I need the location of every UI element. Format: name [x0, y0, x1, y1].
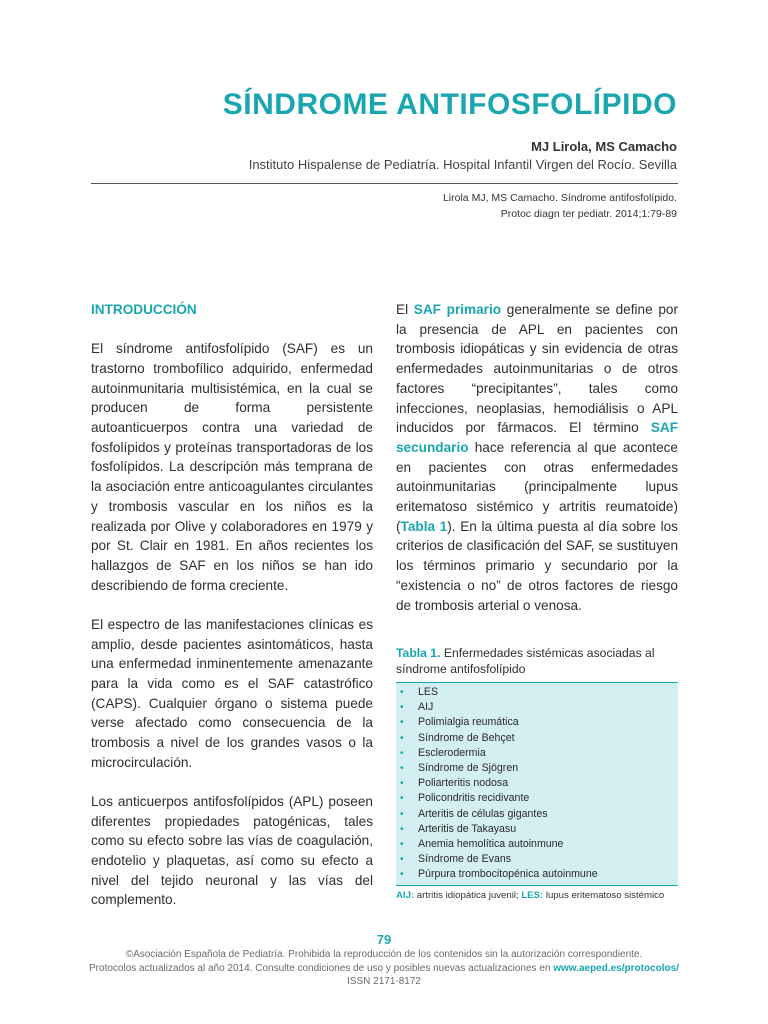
list-item-label: Síndrome de Behçet	[418, 731, 515, 744]
bullet-icon: •	[400, 763, 404, 775]
list-item	[396, 837, 678, 852]
table-caption-text: Enfermedades sistémicas asociadas al síndrome antifosfolípido	[396, 646, 655, 676]
bullet-icon: •	[400, 793, 404, 805]
list-item-label: Púrpura trombocitopénica autoinmune	[418, 868, 598, 881]
list-item	[396, 715, 678, 730]
paragraph-intro-1: El síndrome antifosfolípido (SAF) es un trastorno trombofílico adquirido, enfermedad autoinmunitaria multisistémica, en la cual se producen de forma persistente autoanticuerpos contra una variedad de fosfolípidos y proteínas transportadoras de los fosfolípidos. La descripción más temprana de la asociación entre anticoagulantes circulantes y trombosis vascular en los niños es la realizada por Olive y colaboradores en 1979 y por St. Clair en 1981. En años recientes los hallazgos de SAF en los niños se han ido describiendo de forma creciente.	[91, 341, 373, 593]
page-number: 79	[376, 932, 392, 947]
citation-line-1: Lirola MJ, MS Camacho. Síndrome antifosfolípido.	[442, 192, 677, 204]
paragraph-intro-3: Los anticuerpos antifosfolípidos (APL) poseen diferentes propiedades patogénicas, tales como su efecto sobre las vías de coagulación, endotelio y plaquetas, así como su efecto a nivel del tejido neuronal y las vías del complemento.	[91, 793, 373, 908]
citation-line-2: Protoc diagn ter pediatr. 2014;1:79-89	[500, 208, 677, 220]
list-item	[396, 746, 678, 761]
bullet-icon: •	[400, 854, 404, 866]
table-label: Tabla 1.	[396, 646, 441, 660]
table-reference-link[interactable]: Tabla 1	[400, 518, 448, 534]
text-fragment: El	[396, 302, 414, 317]
list-item	[396, 731, 678, 746]
list-item-label: AIJ	[418, 701, 434, 714]
list-item	[396, 791, 678, 806]
list-item-label: Esclerodermia	[418, 746, 486, 759]
footnote-def: artritis idiopática juvenil;	[414, 889, 522, 901]
list-item	[396, 867, 678, 882]
table-1	[396, 645, 678, 903]
list-item	[396, 700, 678, 715]
term-saf-secundario: SAF secundario	[396, 420, 678, 455]
list-item-label: Polimialgia reumática	[418, 716, 519, 729]
footer-copyright: ©Asociación Española de Pediatría. Prohibida la reproducción de los contenidos sin la autorización correspondiente.	[125, 949, 643, 960]
footnote-abbr: AIJ:	[396, 889, 415, 901]
bullet-icon: •	[400, 732, 404, 744]
table-caption	[396, 645, 678, 677]
list-item	[396, 807, 678, 822]
header-divider	[91, 183, 678, 184]
footer-terms	[0, 962, 768, 976]
text-fragment: generalmente se define por la presencia de APL en pacientes con trombosis idiopáticas y sin evidencia de otras enfermedades autoinmunitarias o de otros factores “precipitantes”, tales como infecciones, neoplasias, hemodiálisis o APL inducidos por fármacos. El término	[396, 302, 678, 436]
section-heading-introduccion: INTRODUCCIÓN	[91, 302, 197, 317]
list-item-label: Policondritis recidivante	[418, 792, 530, 805]
table-body	[396, 682, 678, 886]
footnote-def: lupus eritematoso sistémico	[543, 889, 665, 901]
disease-list	[396, 685, 678, 883]
footnote-abbr: LES:	[521, 889, 544, 901]
paragraph-intro-2: El espectro de las manifestaciones clínicas es amplio, desde pacientes asintomáticos, hasta una enfermedad inminentemente amenazante para la vida como es el SAF catastrófico (CAPS). Cualquier órgano o sistema puede verse afectado como consecuencia de la trombosis a nivel de los grandes vasos o la microcirculación.	[91, 616, 373, 770]
list-item	[396, 685, 678, 700]
bullet-icon: •	[400, 778, 404, 790]
text-fragment: ). En la última puesta al día sobre los criterios de clasificación del SAF, se sustituyen los términos primario y secundario por la “existencia o no” de otros factores de riesgo de trombosis arterial o venosa.	[396, 518, 678, 613]
bullet-icon: •	[400, 808, 404, 820]
list-item-label: Anemia hemolítica autoinmune	[418, 838, 564, 851]
term-saf-primario: SAF primario	[413, 302, 502, 317]
footer-protocols-link[interactable]: www.aeped.es/protocolos/	[553, 962, 679, 974]
text-fragment: hace referencia al que acontece en pacientes con otras enfermedades autoinmunitarias (principalmente lupus eritematoso sistémico y artritis reumatoide) (	[396, 439, 678, 534]
citation	[443, 190, 677, 222]
list-item	[396, 822, 678, 837]
list-item-label: Poliarteritis nodosa	[418, 777, 509, 790]
left-column	[91, 300, 373, 930]
bullet-icon: •	[400, 717, 404, 729]
bullet-icon: •	[400, 869, 404, 881]
right-column	[396, 300, 678, 635]
bullet-icon: •	[400, 823, 404, 835]
bullet-icon: •	[400, 747, 404, 759]
page-footer	[0, 948, 768, 989]
table-footnote	[396, 889, 678, 903]
bullet-icon: •	[400, 702, 404, 714]
list-item-label: Síndrome de Evans	[418, 853, 512, 866]
list-item	[396, 852, 678, 867]
list-item	[396, 761, 678, 776]
list-item	[396, 776, 678, 791]
institution: Instituto Hispalense de Pediatría. Hospital Infantil Virgen del Rocío. Sevilla	[248, 157, 677, 172]
authors: MJ Lirola, MS Camacho	[531, 139, 677, 154]
bullet-icon: •	[400, 839, 404, 851]
footer-terms-text: Protocolos actualizados al año 2014. Consulte condiciones de uso y posibles nuevas actualizaciones en	[89, 962, 554, 974]
list-item-label: Arteritis de Takayasu	[418, 822, 517, 835]
paragraph-saf-definition	[396, 300, 678, 615]
list-item-label: Arteritis de células gigantes	[418, 807, 548, 820]
list-item-label: LES	[418, 686, 439, 698]
bullet-icon: •	[400, 687, 404, 698]
list-item-label: Síndrome de Sjögren	[418, 762, 519, 775]
footer-issn: ISSN 2171-8172	[347, 976, 421, 987]
page-title: SÍNDROME ANTIFOSFOLÍPIDO	[222, 88, 677, 121]
